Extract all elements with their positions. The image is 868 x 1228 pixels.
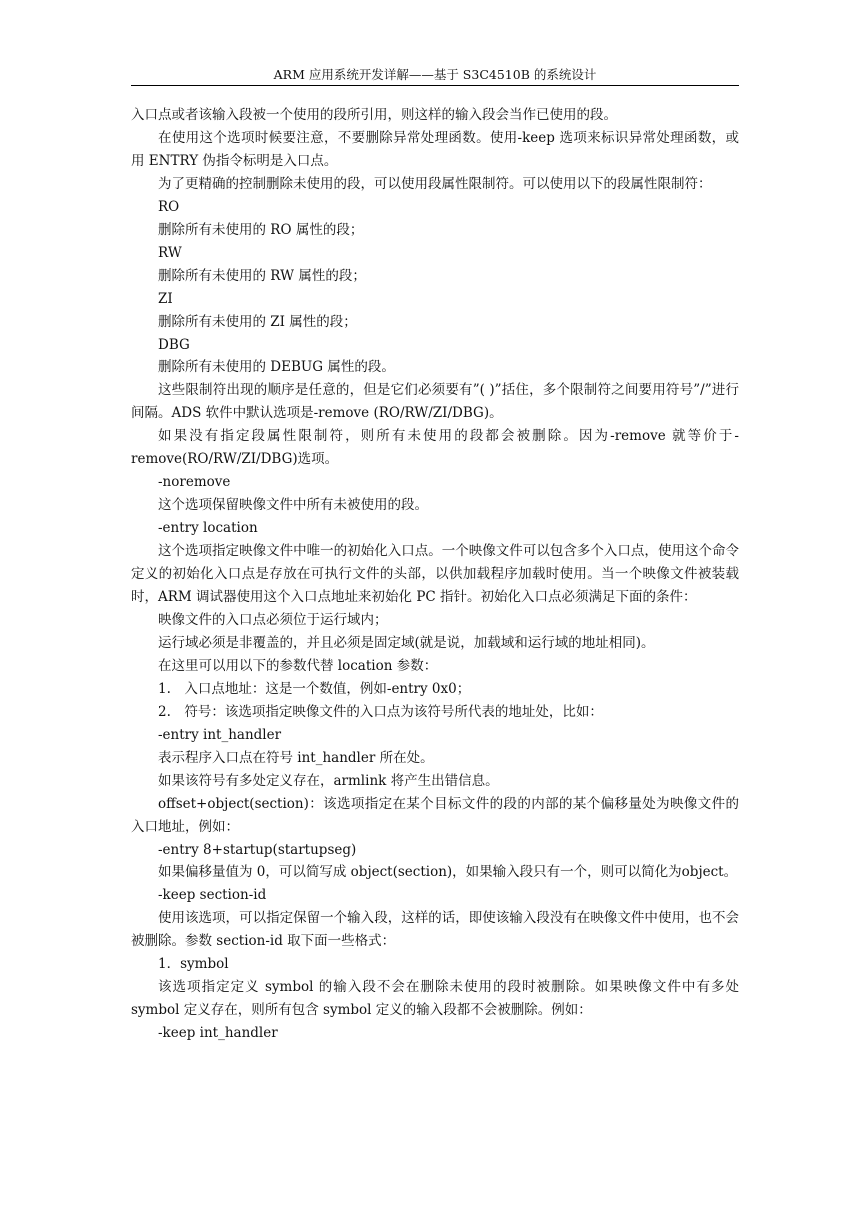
paragraph: RW	[158, 244, 182, 261]
paragraph: 如果该符号有多处定义存在，armlink 将产生出错信息。	[158, 772, 499, 789]
paragraph: 映像文件的入口点必须位于运行域内；	[158, 611, 388, 628]
paragraph: 2. 符号：该选项指定映像文件的入口点为该符号所代表的地址处，比如：	[158, 703, 603, 720]
paragraph: -entry location	[158, 520, 258, 537]
paragraph: ZI	[158, 290, 173, 307]
paragraph: 删除所有未使用的 DEBUG 属性的段。	[158, 359, 395, 376]
paragraph: -keep int_handler	[158, 1025, 278, 1042]
paragraph: -entry 8+startup(startupseg)	[158, 841, 357, 858]
paragraph: DBG	[158, 336, 190, 353]
paragraph: 该选项指定定义 symbol 的输入段不会在删除未使用的段时被删除。如果映像文件中有多处 symbol 定义存在，则所有包含 symbol 定义的输入段都不会被删除。例如：	[131, 979, 739, 1019]
paragraph: 这个选项指定映像文件中唯一的初始化入口点。一个映像文件可以包含多个入口点，使用这个命令定义的初始化入口点是存放在可执行文件的头部，以供加载程序加载时使用。当一个映像文件被装载时，ARM 调试器使用这个入口点地址来初始化 PC 指针。初始化入口点必须满足下面的条件：	[131, 543, 739, 606]
paragraph: 1．symbol	[158, 956, 229, 973]
paragraph: 在这里可以用以下的参数代替 location 参数：	[158, 657, 438, 674]
paragraph: 删除所有未使用的 RO 属性的段；	[158, 221, 364, 238]
paragraph: -entry int_handler	[158, 726, 282, 743]
paragraph: 删除所有未使用的 ZI 属性的段；	[158, 313, 357, 330]
paragraph: 1. 入口点地址：这是一个数值，例如-entry 0x0；	[158, 680, 471, 697]
paragraph: RO	[158, 198, 180, 215]
paragraph: 删除所有未使用的 RW 属性的段；	[158, 267, 366, 284]
paragraph: 为了更精确的控制删除未使用的段，可以使用段属性限制符。可以使用以下的段属性限制符：	[158, 175, 712, 192]
paragraph: -keep section-id	[158, 887, 267, 904]
paragraph: 使用该选项，可以指定保留一个输入段，这样的话，即使该输入段没有在映像文件中使用，也不会被删除。参数 section-id 取下面一些格式：	[131, 910, 739, 950]
running-header: ARM 应用系统开发详解——基于 S3C4510B 的系统设计	[131, 66, 739, 86]
paragraph: 入口点或者该输入段被一个使用的段所引用，则这样的输入段会当作已使用的段。	[131, 107, 617, 123]
paragraph: -noremove	[158, 474, 231, 491]
paragraph: 在使用这个选项时候要注意，不要删除异常处理函数。使用-keep 选项来标识异常处理函数，或用 ENTRY 伪指令标明是入口点。	[131, 129, 739, 169]
paragraph: 这些限制符出现的顺序是任意的，但是它们必须要有”( )”括住，多个限制符之间要用符号”/”进行间隔。ADS 软件中默认选项是-remove (RO/RW/ZI/DBG)。	[131, 382, 739, 422]
document-body	[131, 104, 739, 1045]
paragraph: offset+object(section)：该选项指定在某个目标文件的段的内部的某个偏移量处为映像文件的入口地址，例如：	[131, 795, 739, 835]
paragraph: 表示程序入口点在符号 int_handler 所在处。	[158, 749, 434, 766]
paragraph: 这个选项保留映像文件中所有未被使用的段。	[158, 497, 428, 514]
paragraph: 运行域必须是非覆盖的，并且必须是固定域(就是说，加载域和运行域的地址相同)。	[158, 634, 655, 651]
paragraph: 如果没有指定段属性限制符，则所有未使用的段都会被删除。因为-remove 就等价于-remove(RO/RW/ZI/DBG)选项。	[131, 428, 739, 468]
paragraph: 如果偏移量值为 0，可以简写成 object(section)，如果输入段只有一个，则可以简化为object。	[158, 864, 738, 881]
